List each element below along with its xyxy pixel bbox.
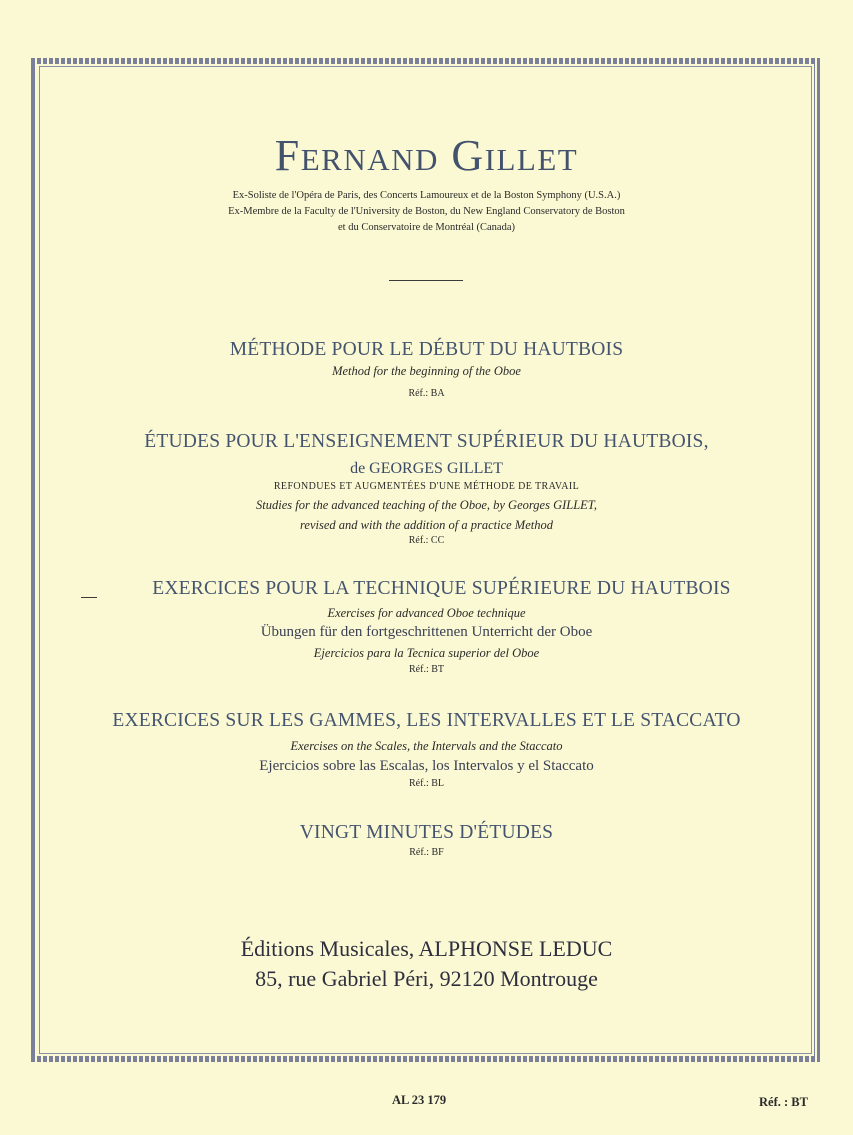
footer-ref: Réf. : BT — [759, 1095, 808, 1109]
work-2-author: de GEORGES GILLET — [350, 460, 503, 477]
catalog-number: AL 23 179 — [392, 1093, 447, 1107]
divider-rule — [389, 280, 463, 281]
work-3-english: Exercises for advanced Oboe technique — [327, 606, 526, 620]
work-4-title: EXERCICES SUR LES GAMMES, LES INTERVALLES ET LE STACCATO — [112, 710, 741, 731]
bio-line-3: et du Conservatoire de Montréal (Canada) — [338, 222, 515, 233]
work-5-ref: Réf.: BF — [409, 847, 444, 858]
work-1-english: Method for the beginning of the Oboe — [332, 364, 521, 378]
publisher-address: 85, rue Gabriel Péri, 92120 Montrouge — [255, 966, 598, 991]
publisher-name: Éditions Musicales, ALPHONSE LEDUC — [240, 936, 613, 961]
work-2-ref: Réf.: CC — [408, 535, 445, 546]
work-2-note: REFONDUES ET AUGMENTÉES D'UNE MÉTHODE DE TRAVAIL — [273, 481, 580, 492]
work-3-title: EXERCICES POUR LA TECHNIQUE SUPÉRIEURE DU HAUTBOIS — [152, 578, 731, 599]
work-3-spanish: Ejercicios para la Tecnica superior del Oboe — [313, 646, 540, 660]
work-4-ref: Réf.: BL — [409, 778, 444, 789]
work-1-ref: Réf.: BA — [408, 388, 445, 399]
work-3-german: Übungen für den fortgeschrittenen Unterricht der Oboe — [260, 624, 593, 640]
work-2-english-2: revised and with the addition of a practice Method — [300, 518, 553, 532]
work-3-ref: Réf.: BT — [409, 664, 444, 675]
work-1-title: MÉTHODE POUR LE DÉBUT DU HAUTBOIS — [229, 339, 624, 360]
work-5-title: VINGT MINUTES D'ÉTUDES — [299, 822, 554, 843]
work-2-title: ÉTUDES POUR L'ENSEIGNEMENT SUPÉRIEUR DU HAUTBOIS, — [144, 431, 709, 452]
author-name: Fernand Gillet — [274, 131, 579, 180]
bio-line-2: Ex-Membre de la Faculty de l'University de Boston, du New England Conservatory de Boston — [228, 206, 625, 217]
work-2-english-1: Studies for the advanced teaching of the Oboe, by Georges GILLET, — [256, 498, 597, 512]
work-4-spanish: Ejercicios sobre las Escalas, los Intervalos y el Staccato — [259, 758, 594, 774]
work-4-english: Exercises on the Scales, the Intervals and the Staccato — [290, 739, 563, 753]
bio-line-1: Ex-Soliste de l'Opéra de Paris, des Concerts Lamoureux et de la Boston Symphony (U.S.A.) — [232, 190, 621, 201]
